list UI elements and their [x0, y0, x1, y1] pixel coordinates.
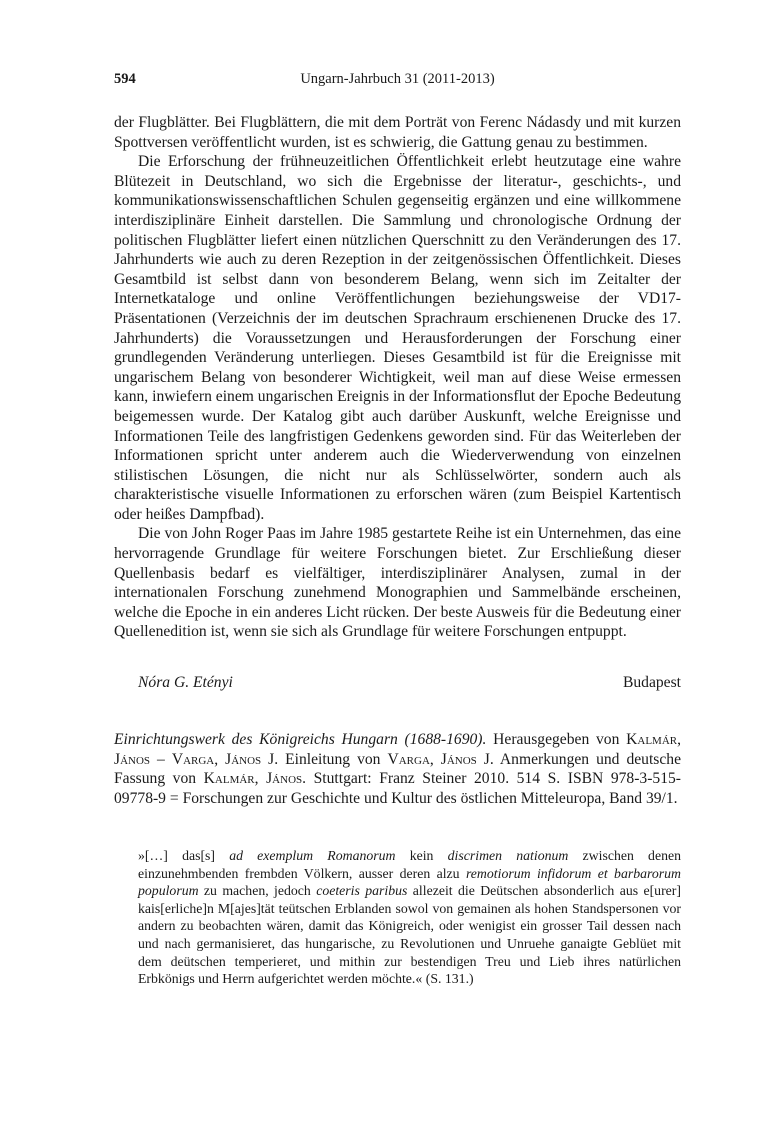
- paragraph-2: Die Erforschung der frühneuzeitlichen Öffentlichkeit erlebt heutzutage eine wahre Blütezeit in Deutschland, wo sich die Ergebnisse der literatur-, geschichts-, und kommunikationswissenschaftlichen Schulen gegenseitig ergänzen und eine willkommene interdisziplinäre Einheit darstellen. Die Sammlung und chronologische Ordnung der politischen Flugblätter liefert einen nützlichen Querschnitt zu den Veränderungen des 17. Jahrhunderts wie auch zu deren Rezeption in der zeitgenössischen Öffentlichkeit. Dieses Gesamtbild ist selbst dann von besonderem Belang, wenn sich im Zeitalter der Internetkataloge und online Veröffentlichungen beziehungsweise der VD17-Präsentationen (Verzeichnis der im deutschen Sprachraum erschienenen Drucke des 17. Jahrhunderts) die Voraussetzungen und Herausforderungen der Forschung einer grundlegenden Veränderung unterliegen. Dieses Gesamtbild ist für die Ereignisse mit ungarischem Belang von besonderer Wichtigkeit, weil man auf diese Weise ermessen kann, inwiefern einem ungarischen Ereignis in der Informationsflut der Epoche Bedeutung beigemessen wurde. Der Katalog gibt auch darüber Auskunft, welche Ereignisse und Informationen Teile des langfristigen Gedenkens geworden sind. Für das Weiterleben der Informationen spricht unter anderem auch die Wiederverwendung von einzelnen stilistischen Lösungen, die nicht nur als Schlüsselwörter, sondern auch als charakteristische visuelle Informationen zu erforschen wären (zum Beispiel Kartentisch oder heißes Dampfbad).: [114, 153, 681, 523]
- running-title: Ungarn-Jahrbuch 31 (2011-2013): [300, 71, 495, 87]
- paragraph-3: Die von John Roger Paas im Jahre 1985 gestartete Reihe ist ein Unternehmen, das eine hervorragende Grundlage für weitere Forschungen bietet. Zur Erschließung dieser Quellenbasis bedarf es vielfältiger, interdisziplinärer Analysen, zumal in der internationalen Forschung zunehmend Monographien und Sammelbände erscheinen, welche die Epoche in ein anderes Licht rücken. Der beste Ausweis für die Bedeutung einer Quellenedition ist, wenn sie sich als Grundlage für weitere Forschungen entpuppt.: [114, 525, 681, 641]
- block-quote: »[…] das[s] ad exemplum Romanorum kein discrimen nationum zwischen denen einzunehmbenden frembden Völkern, ausser deren alzu remotiorum infidorum et barbarorum populorum zu machen, jedoch coeteris paribus allezeit die Deütschen absonderlich aus e[urer] kais[erliche]n M[ajes]tät teütschen Erblanden sowol von gemainen als hohen Standspersonen vor andern zu beobachten wären, damit das Königreich, oder wenigist ein grosser Tail dessen nach und nach germanisieret, das hungarische, zu Revolutionen und Unruehe ganaigte Geblüet mit dem deütschen temperieret, und mithin zur bestendigen Treu und Lieb ihres natürlichen Erbkönigs und Herrn aufgerichtet werden möchte.« (S. 131.): [138, 848, 682, 987]
- review-body: [114, 113, 681, 642]
- editor-name: Varga: [171, 750, 215, 768]
- editor-name: Kalmár: [203, 770, 255, 788]
- book-title: Einrichtungswerk des Königreichs Hungarn (1688-1690).: [114, 731, 487, 748]
- reviewer-place: Budapest: [622, 674, 681, 691]
- page-header: [114, 71, 681, 91]
- reviewer-name: Nóra G. Etényi: [138, 674, 233, 691]
- paragraph-1: der Flugblätter. Bei Flugblättern, die mit dem Porträt von Ferenc Nádasdy und mit kurzen Spottversen veröffentlicht wurden, ist es schwierig, die Gattung genau zu bestimmen.: [114, 114, 681, 151]
- book-citation: Einrichtungswerk des Königreichs Hungarn (1688-1690). Herausgegeben von Kalmár, János – Varga, János J. Einleitung von Varga, János J. Anmerkungen und deutsche Fassung von Kalmár, János. Stuttgart: Franz Steiner 2010. 514 S. ISBN 978-3-515-09778-9 = Forschungen zur Geschichte und Kultur des östlichen Mitteleuropa, Band 39/1.: [114, 731, 682, 807]
- page-number: 594: [114, 71, 136, 87]
- editor-name: Kalmár: [626, 731, 678, 748]
- editor-name: Varga: [387, 750, 430, 768]
